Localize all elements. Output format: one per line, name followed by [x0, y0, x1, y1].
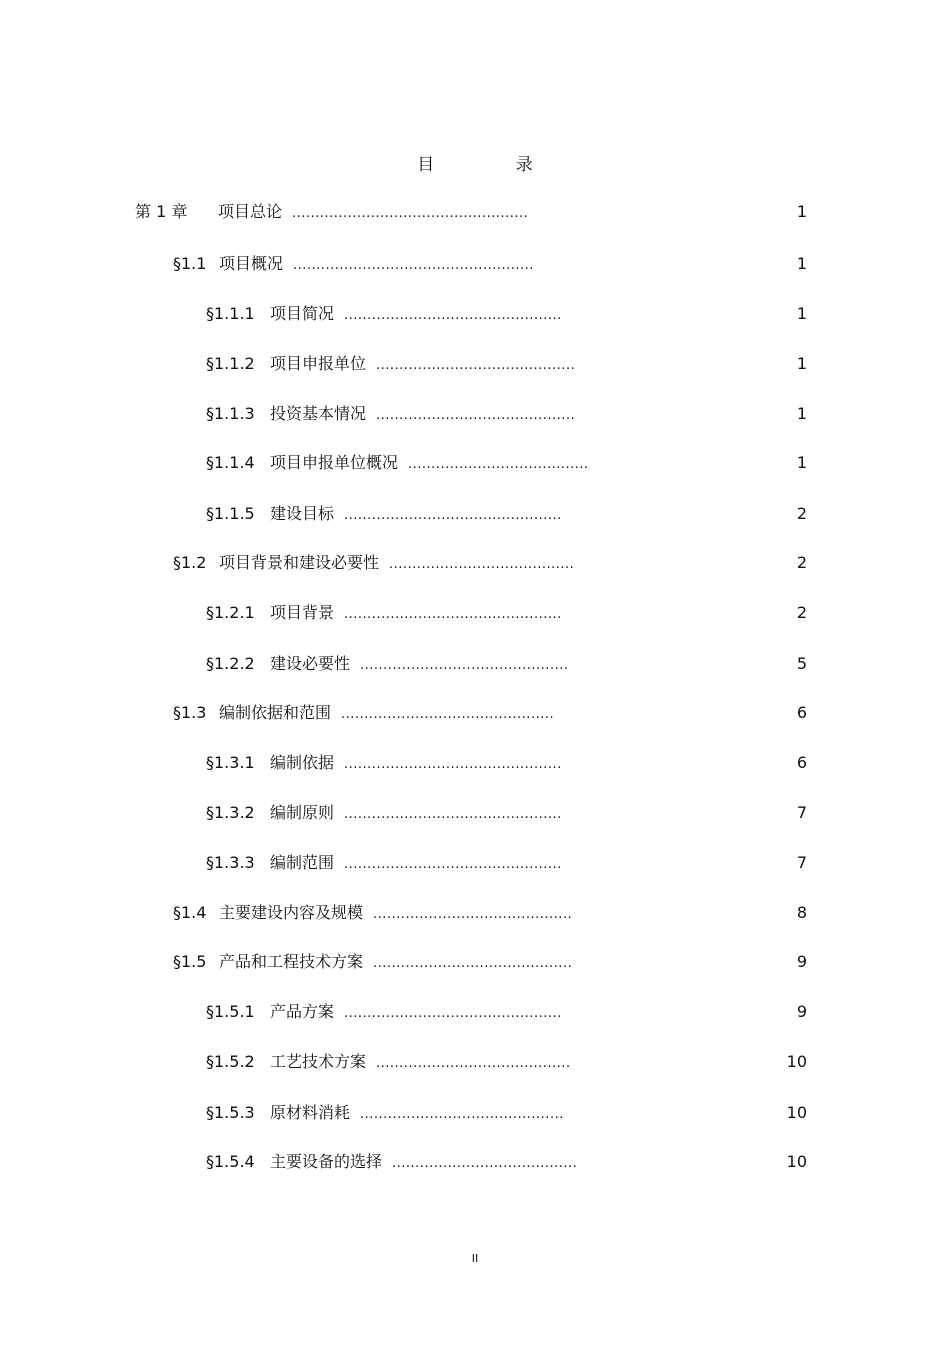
toc-entry-1-5-4[interactable] — [206, 1150, 577, 1174]
toc-entry-label: 编制范围 — [270, 853, 335, 872]
toc-entry-number: §1.3 — [173, 703, 207, 722]
toc-entry-1-1[interactable] — [173, 252, 534, 276]
toc-entry-number: §1.2 — [173, 553, 207, 572]
toc-entry-label: 项目总论 — [218, 202, 283, 221]
toc-entry-1-5-3[interactable] — [206, 1101, 564, 1125]
toc-page-number: 2 — [796, 504, 807, 523]
toc-leader-dots: ............................................... — [344, 807, 562, 822]
toc-entry-1-5-2[interactable] — [206, 1050, 571, 1074]
toc-entry-1-5-1[interactable] — [206, 1000, 562, 1024]
page-footer-number: II — [471, 1252, 479, 1265]
toc-entry-1-2[interactable] — [173, 551, 574, 575]
toc-entry-1-3-1[interactable] — [206, 751, 562, 775]
toc-entry-number: §1.5.4 — [206, 1152, 255, 1171]
toc-leader-dots: ........................................... — [376, 358, 576, 373]
toc-leader-dots: ........................................ — [389, 557, 575, 572]
toc-entry-label: 工艺技术方案 — [270, 1052, 367, 1071]
toc-entry-label: 项目申报单位概况 — [270, 453, 399, 472]
toc-leader-dots: ............................................. — [360, 658, 569, 673]
toc-entry-1-3-3[interactable] — [206, 851, 562, 875]
toc-page-number: 10 — [786, 1052, 807, 1071]
toc-entry-1-1-2[interactable] — [206, 352, 575, 376]
toc-entry-number: §1.1.1 — [206, 304, 255, 323]
toc-page-number: 6 — [796, 753, 807, 772]
toc-page-number: 10 — [786, 1152, 807, 1171]
toc-entry-number: §1.4 — [173, 903, 207, 922]
toc-page-number: 1 — [796, 404, 807, 423]
toc-page-number: 7 — [796, 853, 807, 872]
toc-leader-dots: ....................................... — [408, 457, 589, 472]
toc-entry-label: 产品方案 — [270, 1002, 335, 1021]
toc-entry-number: §1.3.2 — [206, 803, 255, 822]
toc-entry-number: §1.3.1 — [206, 753, 255, 772]
toc-entry-label: 项目背景和建设必要性 — [219, 553, 380, 572]
toc-leader-dots: ............................................... — [344, 757, 562, 772]
toc-entry-1-5[interactable] — [173, 950, 572, 974]
toc-entry-1-1-5[interactable] — [206, 502, 562, 526]
toc-entry-label: 项目简况 — [270, 304, 335, 323]
toc-entry-number: §1.5.1 — [206, 1002, 255, 1021]
toc-entry-number: §1.5.2 — [206, 1052, 255, 1071]
toc-entry-number: §1.1.5 — [206, 504, 255, 523]
toc-entry-label: 编制原则 — [270, 803, 335, 822]
toc-entry-label: 主要设备的选择 — [270, 1152, 383, 1171]
toc-entry-label: 产品和工程技术方案 — [219, 952, 364, 971]
toc-entry-1-3-2[interactable] — [206, 801, 562, 825]
toc-entry-1-4[interactable] — [173, 901, 572, 925]
toc-entry-label: 投资基本情况 — [270, 404, 367, 423]
toc-page-number: 2 — [796, 553, 807, 572]
toc-leader-dots: ............................................... — [344, 1006, 562, 1021]
toc-title: 目 录 — [417, 155, 571, 175]
toc-leader-dots: .................................................... — [293, 258, 534, 273]
toc-entry-number: §1.2.2 — [206, 654, 255, 673]
toc-entry-label: 建设必要性 — [270, 654, 351, 673]
toc-entry-label: 项目背景 — [270, 603, 335, 622]
toc-entry-number: §1.5.3 — [206, 1103, 255, 1122]
toc-entry-number: §1.1.4 — [206, 453, 255, 472]
toc-leader-dots: ........................................... — [376, 408, 576, 423]
toc-entry-label: 编制依据 — [270, 753, 335, 772]
toc-page-number: 1 — [796, 354, 807, 373]
toc-page-number: 9 — [796, 952, 807, 971]
toc-entry-number: §1.1 — [173, 254, 207, 273]
toc-entry-1-2-2[interactable] — [206, 652, 568, 676]
toc-page-number: 9 — [796, 1002, 807, 1021]
toc-leader-dots: .......................................... — [376, 1056, 571, 1071]
toc-leader-dots: ........................................... — [373, 956, 573, 971]
toc-entry-label: 原材料消耗 — [270, 1103, 351, 1122]
toc-entry-1-2-1[interactable] — [206, 601, 562, 625]
toc-leader-dots: ............................................... — [344, 508, 562, 523]
toc-page-number: 1 — [796, 254, 807, 273]
toc-entry-number: §1.1.3 — [206, 404, 255, 423]
toc-leader-dots: ............................................... — [344, 308, 562, 323]
toc-entry-label: 项目概况 — [219, 254, 284, 273]
toc-entry-chapter-1[interactable] — [135, 200, 528, 224]
toc-entry-1-3[interactable] — [173, 701, 554, 725]
toc-entry-number: §1.5 — [173, 952, 207, 971]
toc-leader-dots: ................................................... — [292, 206, 529, 221]
toc-page-number: 5 — [796, 654, 807, 673]
toc-entry-number: §1.1.2 — [206, 354, 255, 373]
toc-page-number: 10 — [786, 1103, 807, 1122]
toc-page-number: 1 — [796, 202, 807, 221]
toc-leader-dots: ............................................ — [360, 1107, 564, 1122]
toc-leader-dots: .............................................. — [341, 707, 555, 722]
toc-page-number: 8 — [796, 903, 807, 922]
toc-entry-number: 第 1 章 — [135, 202, 188, 221]
toc-entry-number: §1.2.1 — [206, 603, 255, 622]
toc-entry-label: 编制依据和范围 — [219, 703, 332, 722]
toc-page-number: 1 — [796, 453, 807, 472]
toc-entry-number: §1.3.3 — [206, 853, 255, 872]
toc-entry-label: 建设目标 — [270, 504, 335, 523]
toc-page-number: 6 — [796, 703, 807, 722]
toc-page-number: 7 — [796, 803, 807, 822]
toc-page-number: 2 — [796, 603, 807, 622]
toc-entry-label: 项目申报单位 — [270, 354, 367, 373]
toc-entry-1-1-1[interactable] — [206, 302, 562, 326]
toc-leader-dots: ............................................... — [344, 857, 562, 872]
toc-entry-1-1-4[interactable] — [206, 451, 589, 475]
toc-page-number: 1 — [796, 304, 807, 323]
toc-leader-dots: ........................................ — [392, 1156, 578, 1171]
toc-leader-dots: ........................................... — [373, 907, 573, 922]
toc-leader-dots: ............................................... — [344, 607, 562, 622]
toc-entry-1-1-3[interactable] — [206, 402, 575, 426]
toc-entry-label: 主要建设内容及规模 — [219, 903, 364, 922]
